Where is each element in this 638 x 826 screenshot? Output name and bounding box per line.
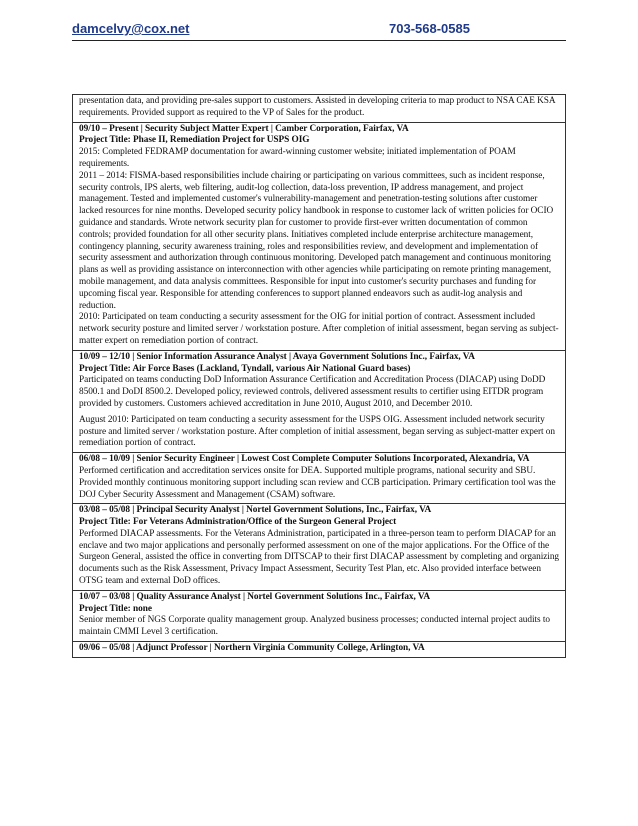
entry-camber-p2: 2011 – 2014: FISMA-based responsibilities include chairing or participating on various committees, such as incident response, security controls, IPS alerts, web filtering, audit-log collection, data-loss prevention, IP address management, and project management. Tested and implemented customer's vulnerability-management and penetration-testing solutions after customer lacked resources for nine months. Developed security policy handbook in response to customer lack of written policies for OCIO guidance and standards. Wrote network security plan for customer to provide first-ever written documentation of common controls; provided foundation for all other security plans. Initiatives completed include enterprise architecture management, contingency planning, security awareness training, roles and responsibilities review, and development and implementation of security assessment and authorization through continuous monitoring. Developed patch management and continuous monitoring plans as well as providing assistance on interconnection with other agencies while participating on remote printing management, mobile management, and data analysis committees. Responsible for input into customer's security purchases and funding for upcoming fiscal year. Responsible for attending conferences to support planned endeavors such as audit-log analysis and reduction. xyxy=(79,170,554,311)
entry-avaya-heading: 10/09 – 12/10 | Senior Information Assurance Analyst | Avaya Government Solutions Inc., Fairfax, VA xyxy=(79,351,475,362)
header-divider xyxy=(72,40,566,41)
experience-table xyxy=(72,94,566,658)
email-link[interactable]: damcelvy@cox.net xyxy=(72,21,190,36)
entry-intro-text: presentation data, and providing pre-sales support to customers. Assisted in developing criteria to map product to NSA CAE KSA requirements. Provided support as required to the VP of Sales for the product. xyxy=(79,96,556,118)
entry-camber-p1: 2015: Completed FEDRAMP documentation for award-winning customer website; initiated implementation of POAM requirements. xyxy=(79,147,516,169)
entry-nortel-principal-heading: 03/08 – 05/08 | Principal Security Analyst | Nortel Government Solutions, Inc., Fairfax, VA xyxy=(79,505,432,516)
entry-camber-heading: 09/10 – Present | Security Subject Matter Expert | Camber Corporation, Fairfax, VA xyxy=(79,123,409,134)
entry-avaya-p1: Participated on teams conducting DoD Information Assurance Certification and Accreditation Process (DIACAP) using DoDD 8500.1 and DoDI 8500.2. Developed policy, reviewed controls, delivered assessment results to certifier using EITDR program provided by customers. Customers achieved accreditation in June 2010, August 2010, and December 2010. xyxy=(79,375,546,409)
entry-nortel-qa-heading: 10/07 – 03/08 | Quality Assurance Analyst | Nortel Government Solutions Inc., Fairfax, VA xyxy=(79,591,431,602)
resume-header xyxy=(72,18,566,40)
entry-nortel-qa-p1: Senior member of NGS Corporate quality management group. Analyzed business processes; conducted internal project audits to maintain CMMI Level 3 certification. xyxy=(79,615,551,638)
entry-intro xyxy=(73,95,565,123)
entry-camber-project: Project Title: Phase II, Remediation Project for USPS OIG xyxy=(79,135,310,146)
entry-avaya xyxy=(73,351,565,453)
entry-avaya-project: Project Title: Air Force Bases (Lackland, Tyndall, various Air National Guard bases) xyxy=(79,363,411,374)
phone-number: 703-568-0585 xyxy=(389,21,470,36)
entry-nortel-principal-p1: Performed DIACAP assessments. For the Veterans Administration, participated in a three-person team to perform DIACAP for an enclave and two major applications and personally performed assessment on one of the major applications. For the Office of the Surgeon General, assisted the office in converting from DITSCAP to their first DIACAP assessment by completing and organizing documents such as the Risk Assessment, Privacy Impact Assessment, Security Test Plan, etc. Also provided interface between OTSG team and external DoD offices. xyxy=(79,528,560,587)
entry-camber xyxy=(73,123,565,351)
entry-nortel-principal-project: Project Title: For Veterans Administration/Office of the Surgeon General Project xyxy=(79,517,397,528)
entry-nvcc-heading: 09/06 – 05/08 | Adjunct Professor | Northern Virginia Community College, Arlington, VA xyxy=(79,643,425,654)
entry-camber-p3: 2010: Participated on team conducting a security assessment for the OIG for initial portion of contract. Assessment included network security posture and limited server / workstation posture. After completion of initial assessment, began serving as subject-matter expert on remediation portion of contract. xyxy=(79,312,559,346)
entry-nvcc xyxy=(73,642,565,658)
entry-lcc xyxy=(73,453,565,504)
entry-nortel-principal xyxy=(73,504,565,591)
entry-lcc-p1: Performed certification and accreditation services onsite for DEA. Supported multiple programs, national security and SBU. Provided monthly continuous monitoring support including scan review and CCB participation. Primary certification tool was the DOJ Cyber Security Assessment and Management (CSAM) software. xyxy=(79,465,556,500)
entry-lcc-heading: 06/08 – 10/09 | Senior Security Engineer | Lowest Cost Complete Computer Solutions Incorporated, Alexandria, VA xyxy=(79,454,530,465)
entry-nortel-qa xyxy=(73,591,565,642)
entry-avaya-p2: August 2010: Participated on team conducting a security assessment for the USPS OIG. Assessment included network security posture and limited server / workstation posture. After completion of initial assessment, began serving as subject-matter expert on remediation portion of contract. xyxy=(79,414,555,449)
entry-nortel-qa-project: Project Title: none xyxy=(79,603,152,614)
